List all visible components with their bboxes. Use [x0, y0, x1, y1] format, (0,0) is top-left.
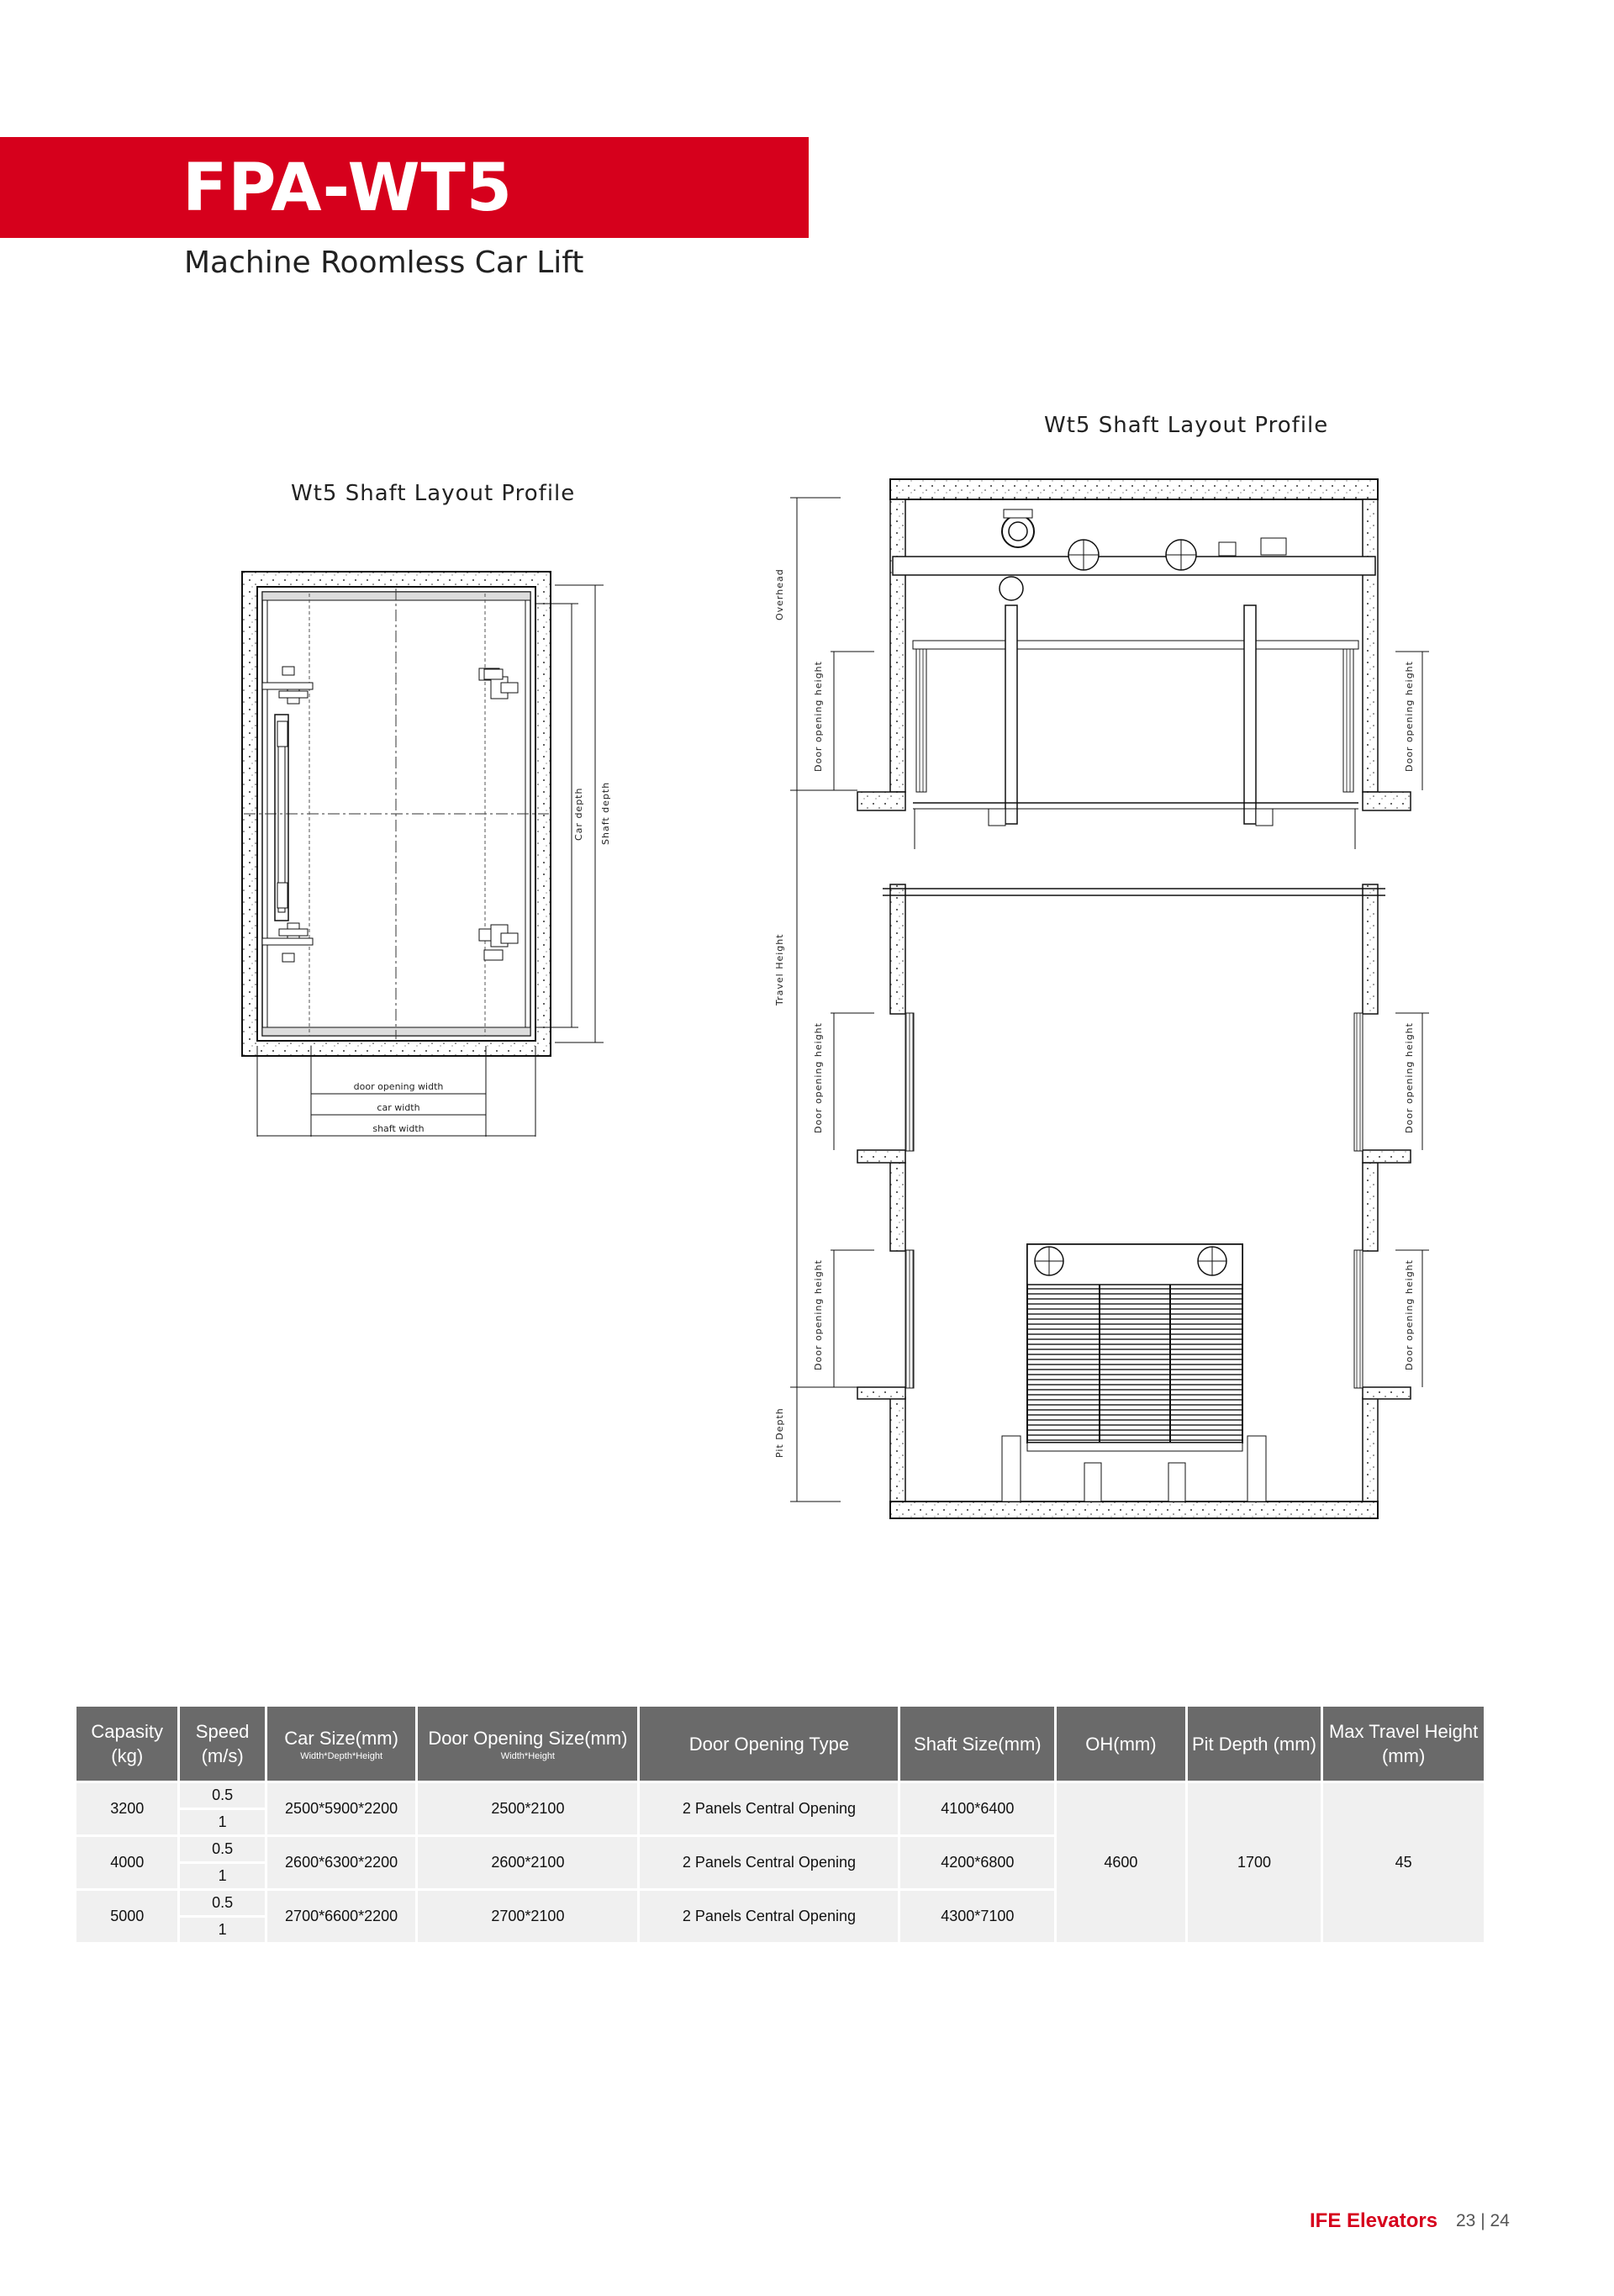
door-opening-height-label-l2: Door opening height — [813, 1022, 824, 1133]
door-opening-height-label-r2: Door opening height — [1404, 1022, 1415, 1133]
door-size-cell: 2500*2100 — [418, 1783, 637, 1834]
max-travel-cell: 45 — [1323, 1783, 1484, 1942]
speed-cell: 0.5 — [180, 1891, 264, 1915]
door-opening-height-label-r1: Door opening height — [1404, 661, 1415, 772]
page-numbers: 23 | 24 — [1456, 2211, 1510, 2230]
col-header-car-size: Car Size(mm) Width*Depth*Height — [267, 1707, 416, 1781]
table-row — [76, 1783, 1484, 1808]
table-header-row — [76, 1707, 1484, 1781]
speed-cell: 0.5 — [180, 1837, 264, 1861]
col-header-pit-depth: Pit Depth (mm) — [1188, 1707, 1321, 1781]
car-size-cell: 2600*6300*2200 — [267, 1837, 416, 1888]
shaft-width-label: shaft width — [372, 1123, 425, 1134]
shaft-size-cell: 4200*6800 — [900, 1837, 1054, 1888]
speed-cell: 1 — [180, 1864, 264, 1888]
door-opening-width-label: door opening width — [353, 1081, 444, 1092]
col-header-capacity: Capasity (kg) — [76, 1707, 177, 1781]
shaft-depth-label: Shaft depth — [600, 781, 611, 845]
col-header-oh: OH(mm) — [1057, 1707, 1185, 1781]
speed-cell: 1 — [180, 1918, 264, 1942]
left-diagram-title: Wt5 Shaft Layout Profile — [291, 481, 576, 506]
right-diagram-title: Wt5 Shaft Layout Profile — [1044, 413, 1329, 438]
door-size-cell: 2700*2100 — [418, 1891, 637, 1942]
page-title: FPA-WT5 — [182, 150, 514, 226]
oh-cell: 4600 — [1057, 1783, 1185, 1942]
door-opening-height-label-r3: Door opening height — [1404, 1259, 1415, 1370]
pit-depth-cell: 1700 — [1188, 1783, 1321, 1942]
door-type-cell: 2 Panels Central Opening — [640, 1783, 898, 1834]
shaft-size-cell: 4100*6400 — [900, 1783, 1054, 1834]
pit-depth-label: Pit Depth — [774, 1407, 785, 1458]
overhead-label: Overhead — [774, 568, 785, 620]
speed-cell: 1 — [180, 1810, 264, 1834]
car-depth-label: Car depth — [573, 787, 584, 841]
door-size-cell: 2600*2100 — [418, 1837, 637, 1888]
page-subtitle: Machine Roomless Car Lift — [184, 245, 584, 280]
capacity-cell: 4000 — [76, 1837, 177, 1888]
col-header-speed: Speed (m/s) — [180, 1707, 264, 1781]
col-header-door-type: Door Opening Type — [640, 1707, 898, 1781]
capacity-cell: 3200 — [76, 1783, 177, 1834]
door-type-cell: 2 Panels Central Opening — [640, 1837, 898, 1888]
car-size-cell: 2500*5900*2200 — [267, 1783, 416, 1834]
col-header-max-travel: Max Travel Height (mm) — [1323, 1707, 1484, 1781]
door-opening-height-label-l3: Door opening height — [813, 1259, 824, 1370]
spec-table — [74, 1704, 1486, 1945]
speed-cell: 0.5 — [180, 1783, 264, 1808]
capacity-cell: 5000 — [76, 1891, 177, 1942]
footer-brand: IFE Elevators — [1310, 2209, 1438, 2232]
door-type-cell: 2 Panels Central Opening — [640, 1891, 898, 1942]
travel-height-label: Travel Height — [774, 933, 785, 1005]
shaft-size-cell: 4300*7100 — [900, 1891, 1054, 1942]
col-header-shaft-size: Shaft Size(mm) — [900, 1707, 1054, 1781]
door-opening-height-label-l1: Door opening height — [813, 661, 824, 772]
col-header-door-size: Door Opening Size(mm) Width*Height — [418, 1707, 637, 1781]
car-size-cell: 2700*6600*2200 — [267, 1891, 416, 1942]
car-width-label: car width — [377, 1102, 420, 1113]
